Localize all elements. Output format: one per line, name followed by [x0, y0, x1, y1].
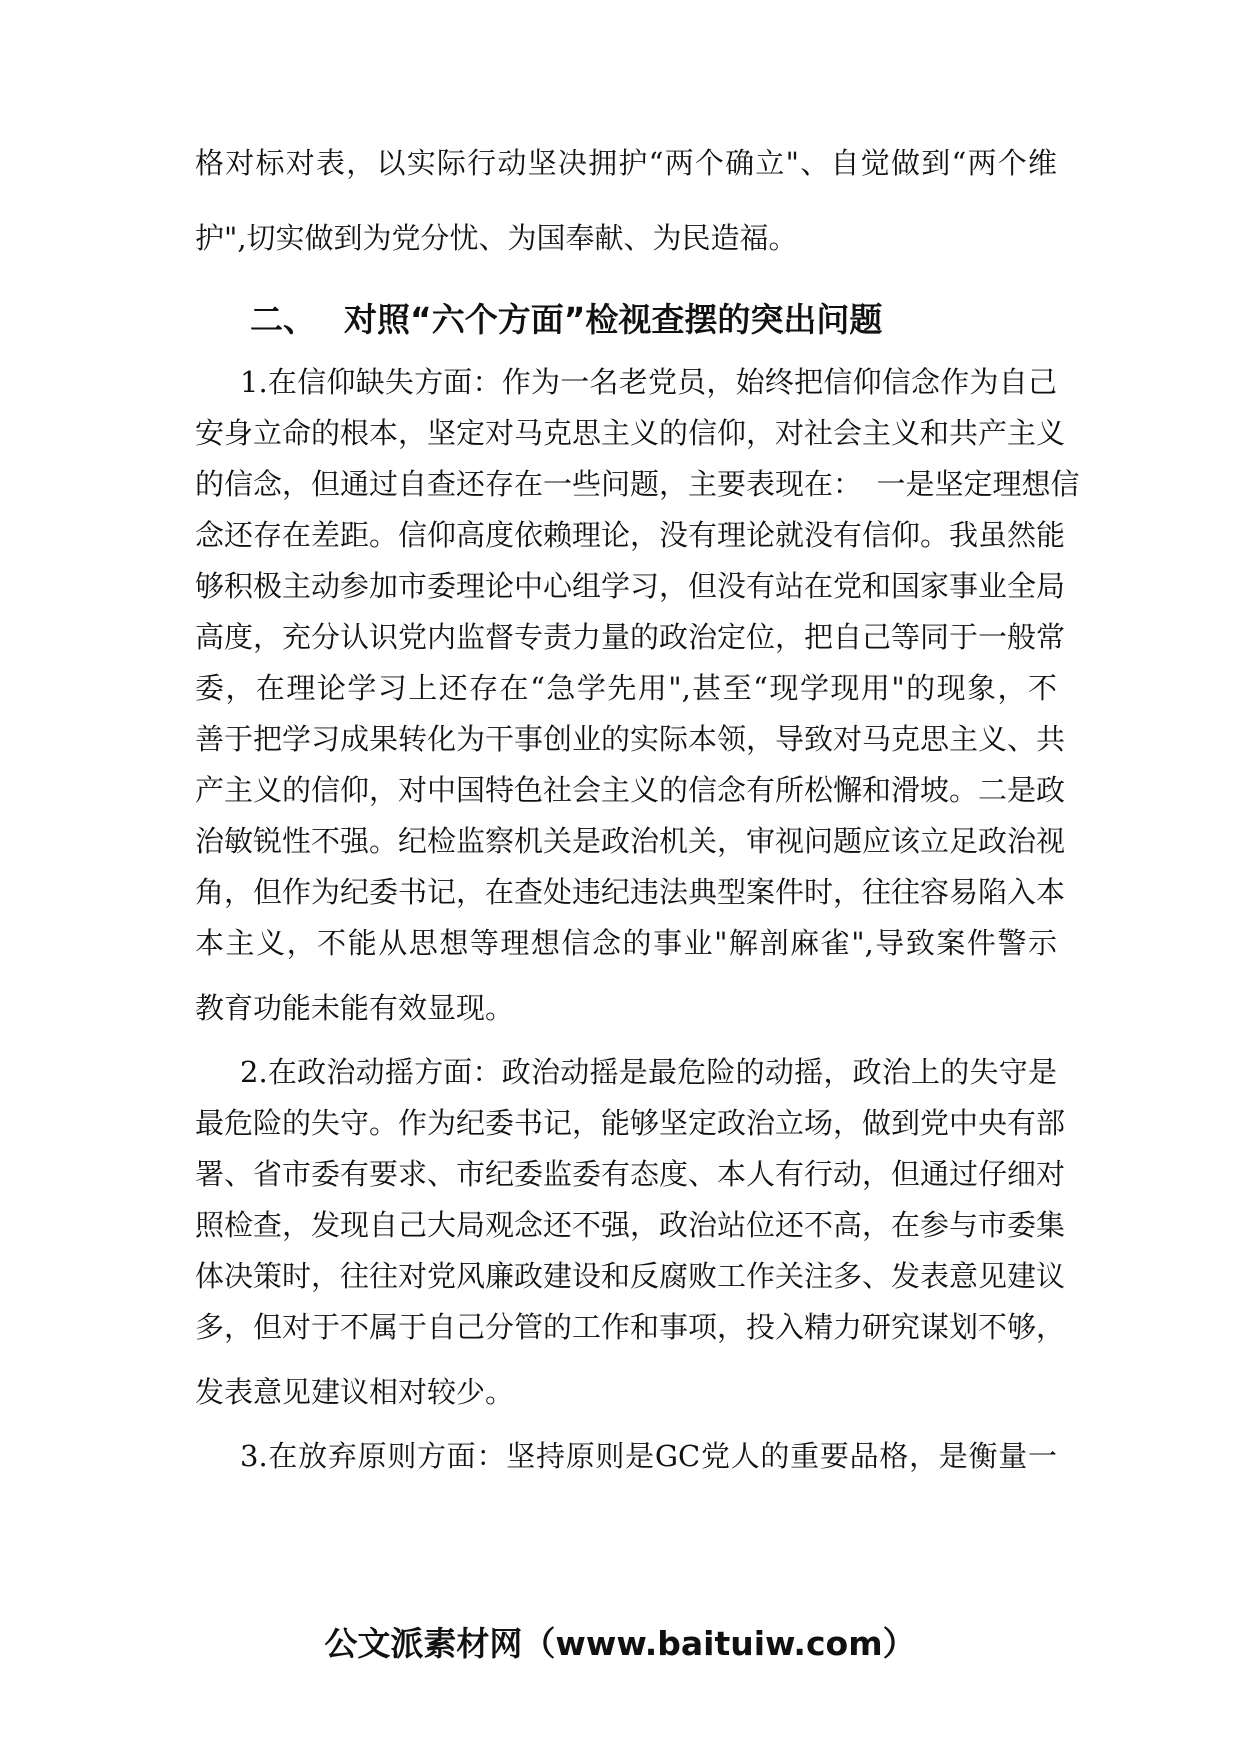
body-text-line: 体决策时，往往对党风廉政建设和反腐败工作关注多、发表意见建议 [195, 1259, 1066, 1293]
section-number: 二、 [250, 300, 316, 339]
section-heading [250, 296, 882, 344]
body-text-line: 委，在理论学习上还存在“急学先用",甚至“现学现用"的现象，不 [195, 671, 1057, 705]
section-title: 对照“六个方面”检视查摆的突出问题 [344, 300, 883, 339]
body-text-line: 护",切实做到为党分忧、为国奉献、为民造福。 [195, 221, 798, 255]
body-text-line: 善于把学习成果转化为干事创业的实际本领，导致对马克思主义、共 [195, 722, 1066, 756]
body-text-line: 3.在放弃原则方面：坚持原则是GC党人的重要品格，是衡量一 [240, 1439, 1057, 1473]
page-footer: 公文派素材网（www.baituiw.com） [324, 1624, 916, 1663]
body-text-line: 够积极主动参加市委理论中心组学习，但没有站在党和国家事业全局 [195, 569, 1066, 603]
body-text-line: 安身立命的根本，坚定对马克思主义的信仰，对社会主义和共产主义 [195, 416, 1066, 450]
body-text-line: 1.在信仰缺失方面：作为一名老党员，始终把信仰信念作为自己 [240, 365, 1057, 399]
body-text-line: 照检查，发现自己大局观念还不强，政治站位还不高，在参与市委集 [195, 1208, 1066, 1242]
body-text-line: 最危险的失守。作为纪委书记，能够坚定政治立场，做到党中央有部 [195, 1106, 1066, 1140]
body-text-line: 格对标对表，以实际行动坚决拥护“两个确立"、自觉做到“两个维 [195, 146, 1057, 180]
body-text-line: 2.在政治动摇方面：政治动摇是最危险的动摇，政治上的失守是 [240, 1055, 1057, 1089]
body-text-line: 治敏锐性不强。纪检监察机关是政治机关，审视问题应该立足政治视 [195, 824, 1066, 858]
body-text-line: 的信念，但通过自查还存在一些问题，主要表现在： 一是坚定理想信 [195, 467, 1080, 501]
body-text-line: 念还存在差距。信仰高度依赖理论，没有理论就没有信仰。我虽然能 [195, 518, 1066, 552]
body-text-line: 角，但作为纪委书记，在查处违纪违法典型案件时，往往容易陷入本 [195, 875, 1066, 909]
body-text-line: 多，但对于不属于自己分管的工作和事项，投入精力研究谋划不够， [195, 1310, 1066, 1344]
body-text-line: 产主义的信仰，对中国特色社会主义的信念有所松懈和滑坡。二是政 [195, 773, 1066, 807]
body-text-line: 署、省市委有要求、市纪委监委有态度、本人有行动，但通过仔细对 [195, 1157, 1066, 1191]
body-text-line: 高度，充分认识党内监督专责力量的政治定位，把自己等同于一般常 [195, 620, 1066, 654]
body-text-line: 本主义，不能从思想等理想信念的事业"解剖麻雀",导致案件警示 [195, 926, 1057, 960]
body-text-line: 发表意见建议相对较少。 [195, 1375, 515, 1409]
body-text-line: 教育功能未能有效显现。 [195, 991, 515, 1025]
